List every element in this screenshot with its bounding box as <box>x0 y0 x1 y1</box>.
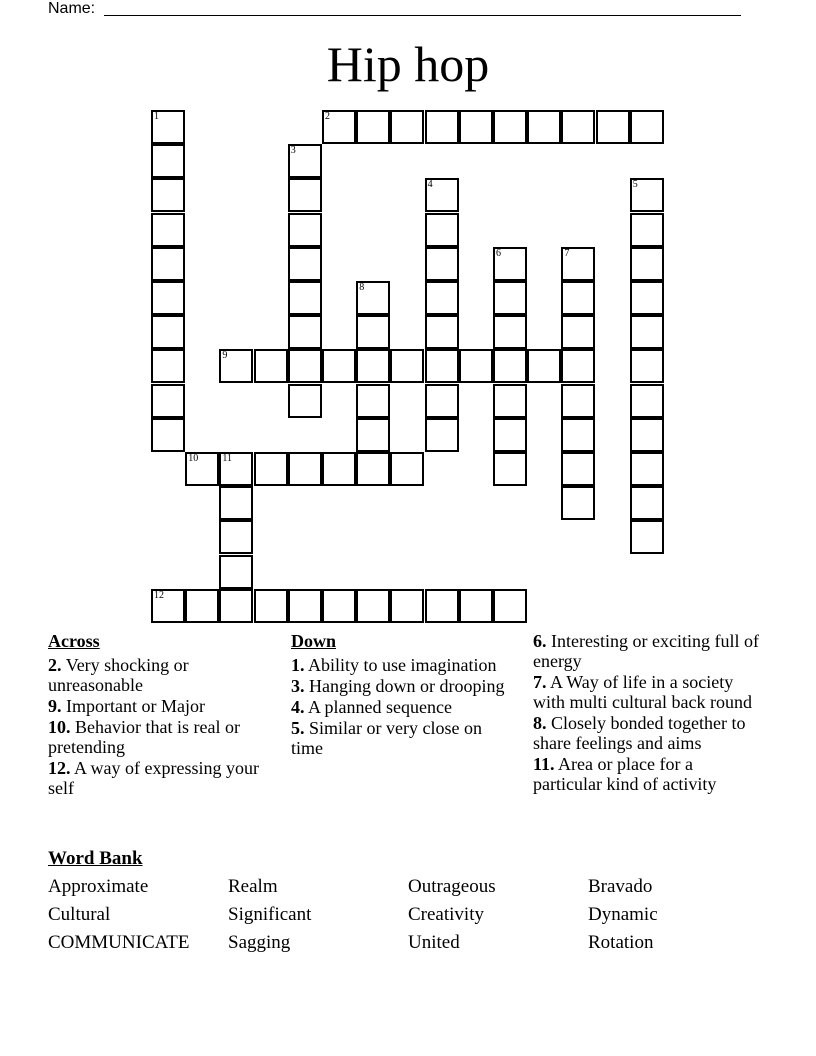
grid-cell[interactable] <box>527 349 561 383</box>
clue-down-1: 1. Ability to use imagination <box>291 655 497 675</box>
grid-cell[interactable] <box>459 589 493 623</box>
grid-cell[interactable] <box>288 452 322 486</box>
grid-cell[interactable] <box>151 178 185 212</box>
clue-number: 9 <box>222 350 228 362</box>
grid-cell[interactable] <box>425 178 459 212</box>
grid-cell[interactable] <box>630 315 664 349</box>
grid-cell[interactable] <box>356 349 390 383</box>
word-bank-item: Dynamic <box>588 904 658 925</box>
word-bank-item: COMMUNICATE <box>48 932 190 953</box>
grid-cell[interactable] <box>288 384 322 418</box>
grid-cell[interactable] <box>630 384 664 418</box>
word-bank-item: United <box>408 932 460 953</box>
grid-cell[interactable] <box>630 178 664 212</box>
grid-cell[interactable] <box>493 589 527 623</box>
word-bank-item: Significant <box>228 904 312 925</box>
grid-cell[interactable] <box>425 315 459 349</box>
grid-cell[interactable] <box>219 589 253 623</box>
down-clues-continued <box>533 631 763 795</box>
grid-cell[interactable] <box>288 178 322 212</box>
grid-cell[interactable] <box>322 589 356 623</box>
clue-number: 11 <box>222 453 233 464</box>
grid-cell[interactable] <box>630 247 664 281</box>
grid-cell[interactable] <box>425 110 459 144</box>
grid-cell[interactable] <box>288 315 322 349</box>
clue-number: 5 <box>632 179 638 191</box>
grid-cell[interactable] <box>254 589 288 623</box>
word-bank-item: Approximate <box>48 876 149 897</box>
grid-cell[interactable] <box>630 349 664 383</box>
word-bank-heading: Word Bank <box>48 848 143 869</box>
word-bank-item: Rotation <box>588 932 654 953</box>
grid-cell[interactable] <box>151 589 185 623</box>
grid-cell[interactable] <box>561 452 595 486</box>
grid-cell[interactable] <box>185 589 219 623</box>
word-bank-item: Cultural <box>48 904 111 925</box>
grid-cell[interactable] <box>425 384 459 418</box>
grid-cell[interactable] <box>151 110 185 144</box>
grid-cell[interactable] <box>630 452 664 486</box>
across-clues <box>48 631 278 799</box>
grid-cell[interactable] <box>219 486 253 520</box>
across-heading: Across <box>48 631 100 651</box>
grid-cell[interactable] <box>493 315 527 349</box>
clue-across-10: 10. Behavior that is real or pretending <box>48 717 240 757</box>
grid-cell[interactable] <box>322 110 356 144</box>
clue-number: 6 <box>496 247 501 259</box>
grid-cell[interactable] <box>219 452 253 486</box>
clue-number: 3 <box>290 145 296 157</box>
grid-cell[interactable] <box>356 589 390 623</box>
clue-down-8: 8. Closely bonded together to share feelings and aims <box>533 713 746 753</box>
grid-cell[interactable] <box>151 247 185 281</box>
grid-cell[interactable] <box>561 315 595 349</box>
clue-number: 7 <box>564 247 570 259</box>
clue-across-12: 12. A way of expressing your self <box>48 758 259 798</box>
clue-number: 4 <box>427 179 433 191</box>
word-bank-item: Creativity <box>408 904 484 925</box>
grid-cell[interactable] <box>151 315 185 349</box>
grid-cell[interactable] <box>561 486 595 520</box>
grid-cell[interactable] <box>425 281 459 315</box>
word-bank-item: Realm <box>228 876 278 897</box>
clue-across-9: 9. Important or Major <box>48 696 205 716</box>
grid-cell[interactable] <box>493 247 527 281</box>
grid-cell[interactable] <box>254 452 288 486</box>
clue-down-11: 11. Area or place for a particular kind of activity <box>533 754 717 794</box>
grid-cell[interactable] <box>425 589 459 623</box>
grid-cell[interactable] <box>630 110 664 144</box>
clue-down-4: 4. A planned sequence <box>291 697 452 717</box>
grid-cell[interactable] <box>425 349 459 383</box>
grid-cell[interactable] <box>459 110 493 144</box>
grid-cell[interactable] <box>596 110 630 144</box>
grid-cell[interactable] <box>288 589 322 623</box>
grid-cell[interactable] <box>561 281 595 315</box>
word-bank-item: Sagging <box>228 932 291 953</box>
grid-cell[interactable] <box>493 418 527 452</box>
grid-cell[interactable] <box>493 349 527 383</box>
grid-cell[interactable] <box>356 281 390 315</box>
word-bank-item: Outrageous <box>408 876 496 897</box>
grid-cell[interactable] <box>219 349 253 383</box>
grid-cell[interactable] <box>561 110 595 144</box>
grid-cell[interactable] <box>151 213 185 247</box>
grid-cell[interactable] <box>390 349 424 383</box>
grid-cell[interactable] <box>425 247 459 281</box>
grid-cell[interactable] <box>493 384 527 418</box>
grid-cell[interactable] <box>390 110 424 144</box>
grid-cell[interactable] <box>322 349 356 383</box>
grid-cell[interactable] <box>356 110 390 144</box>
grid-cell[interactable] <box>356 384 390 418</box>
grid-cell[interactable] <box>254 349 288 383</box>
clue-number: 1 <box>154 111 159 122</box>
word-bank-item: Bravado <box>588 876 653 897</box>
grid-cell[interactable] <box>630 281 664 315</box>
grid-cell[interactable] <box>630 418 664 452</box>
grid-cell[interactable] <box>630 213 664 247</box>
grid-cell[interactable] <box>219 520 253 554</box>
grid-cell[interactable] <box>390 452 424 486</box>
grid-cell[interactable] <box>185 452 219 486</box>
grid-cell[interactable] <box>493 281 527 315</box>
grid-cell[interactable] <box>322 452 356 486</box>
name-field[interactable] <box>104 15 741 16</box>
grid-cell[interactable] <box>151 384 185 418</box>
grid-cell[interactable] <box>288 144 322 178</box>
grid-cell[interactable] <box>561 384 595 418</box>
clue-down-5: 5. Similar or very close on time <box>291 718 482 758</box>
grid-cell[interactable] <box>151 281 185 315</box>
grid-cell[interactable] <box>459 349 493 383</box>
clue-number: 8 <box>359 282 365 293</box>
grid-cell[interactable] <box>219 555 253 589</box>
grid-cell[interactable] <box>425 418 459 452</box>
clue-across-2: 2. Very shocking or unreasonable <box>48 655 189 695</box>
grid-cell[interactable] <box>527 110 561 144</box>
name-label: Name: <box>48 0 96 17</box>
grid-cell[interactable] <box>561 247 595 281</box>
page-title: Hip hop <box>326 36 490 92</box>
grid-cell[interactable] <box>425 213 459 247</box>
down-clues <box>291 631 511 759</box>
grid-cell[interactable] <box>356 315 390 349</box>
grid-cell[interactable] <box>151 144 185 178</box>
grid-cell[interactable] <box>561 418 595 452</box>
grid-cell[interactable] <box>356 452 390 486</box>
grid-cell[interactable] <box>561 349 595 383</box>
grid-cell[interactable] <box>493 110 527 144</box>
clue-number: 2 <box>325 111 330 122</box>
clue-down-3: 3. Hanging down or drooping <box>291 676 505 696</box>
clue-down-7: 7. A Way of life in a society with multi cultural back round <box>533 672 752 712</box>
down-heading: Down <box>291 631 337 651</box>
grid-cell[interactable] <box>288 213 322 247</box>
clue-number: 12 <box>154 589 164 601</box>
grid-cell[interactable] <box>288 281 322 315</box>
clue-down-6: 6. Interesting or exciting full of energy <box>533 631 759 671</box>
grid-cell[interactable] <box>151 418 185 452</box>
grid-cell[interactable] <box>493 452 527 486</box>
grid-cell[interactable] <box>390 589 424 623</box>
grid-cell[interactable] <box>356 418 390 452</box>
grid-cell[interactable] <box>630 520 664 554</box>
grid-cell[interactable] <box>630 486 664 520</box>
grid-cell[interactable] <box>288 247 322 281</box>
clue-number: 10 <box>188 453 199 464</box>
grid-cell[interactable] <box>151 349 185 383</box>
grid-cell[interactable] <box>288 349 322 383</box>
